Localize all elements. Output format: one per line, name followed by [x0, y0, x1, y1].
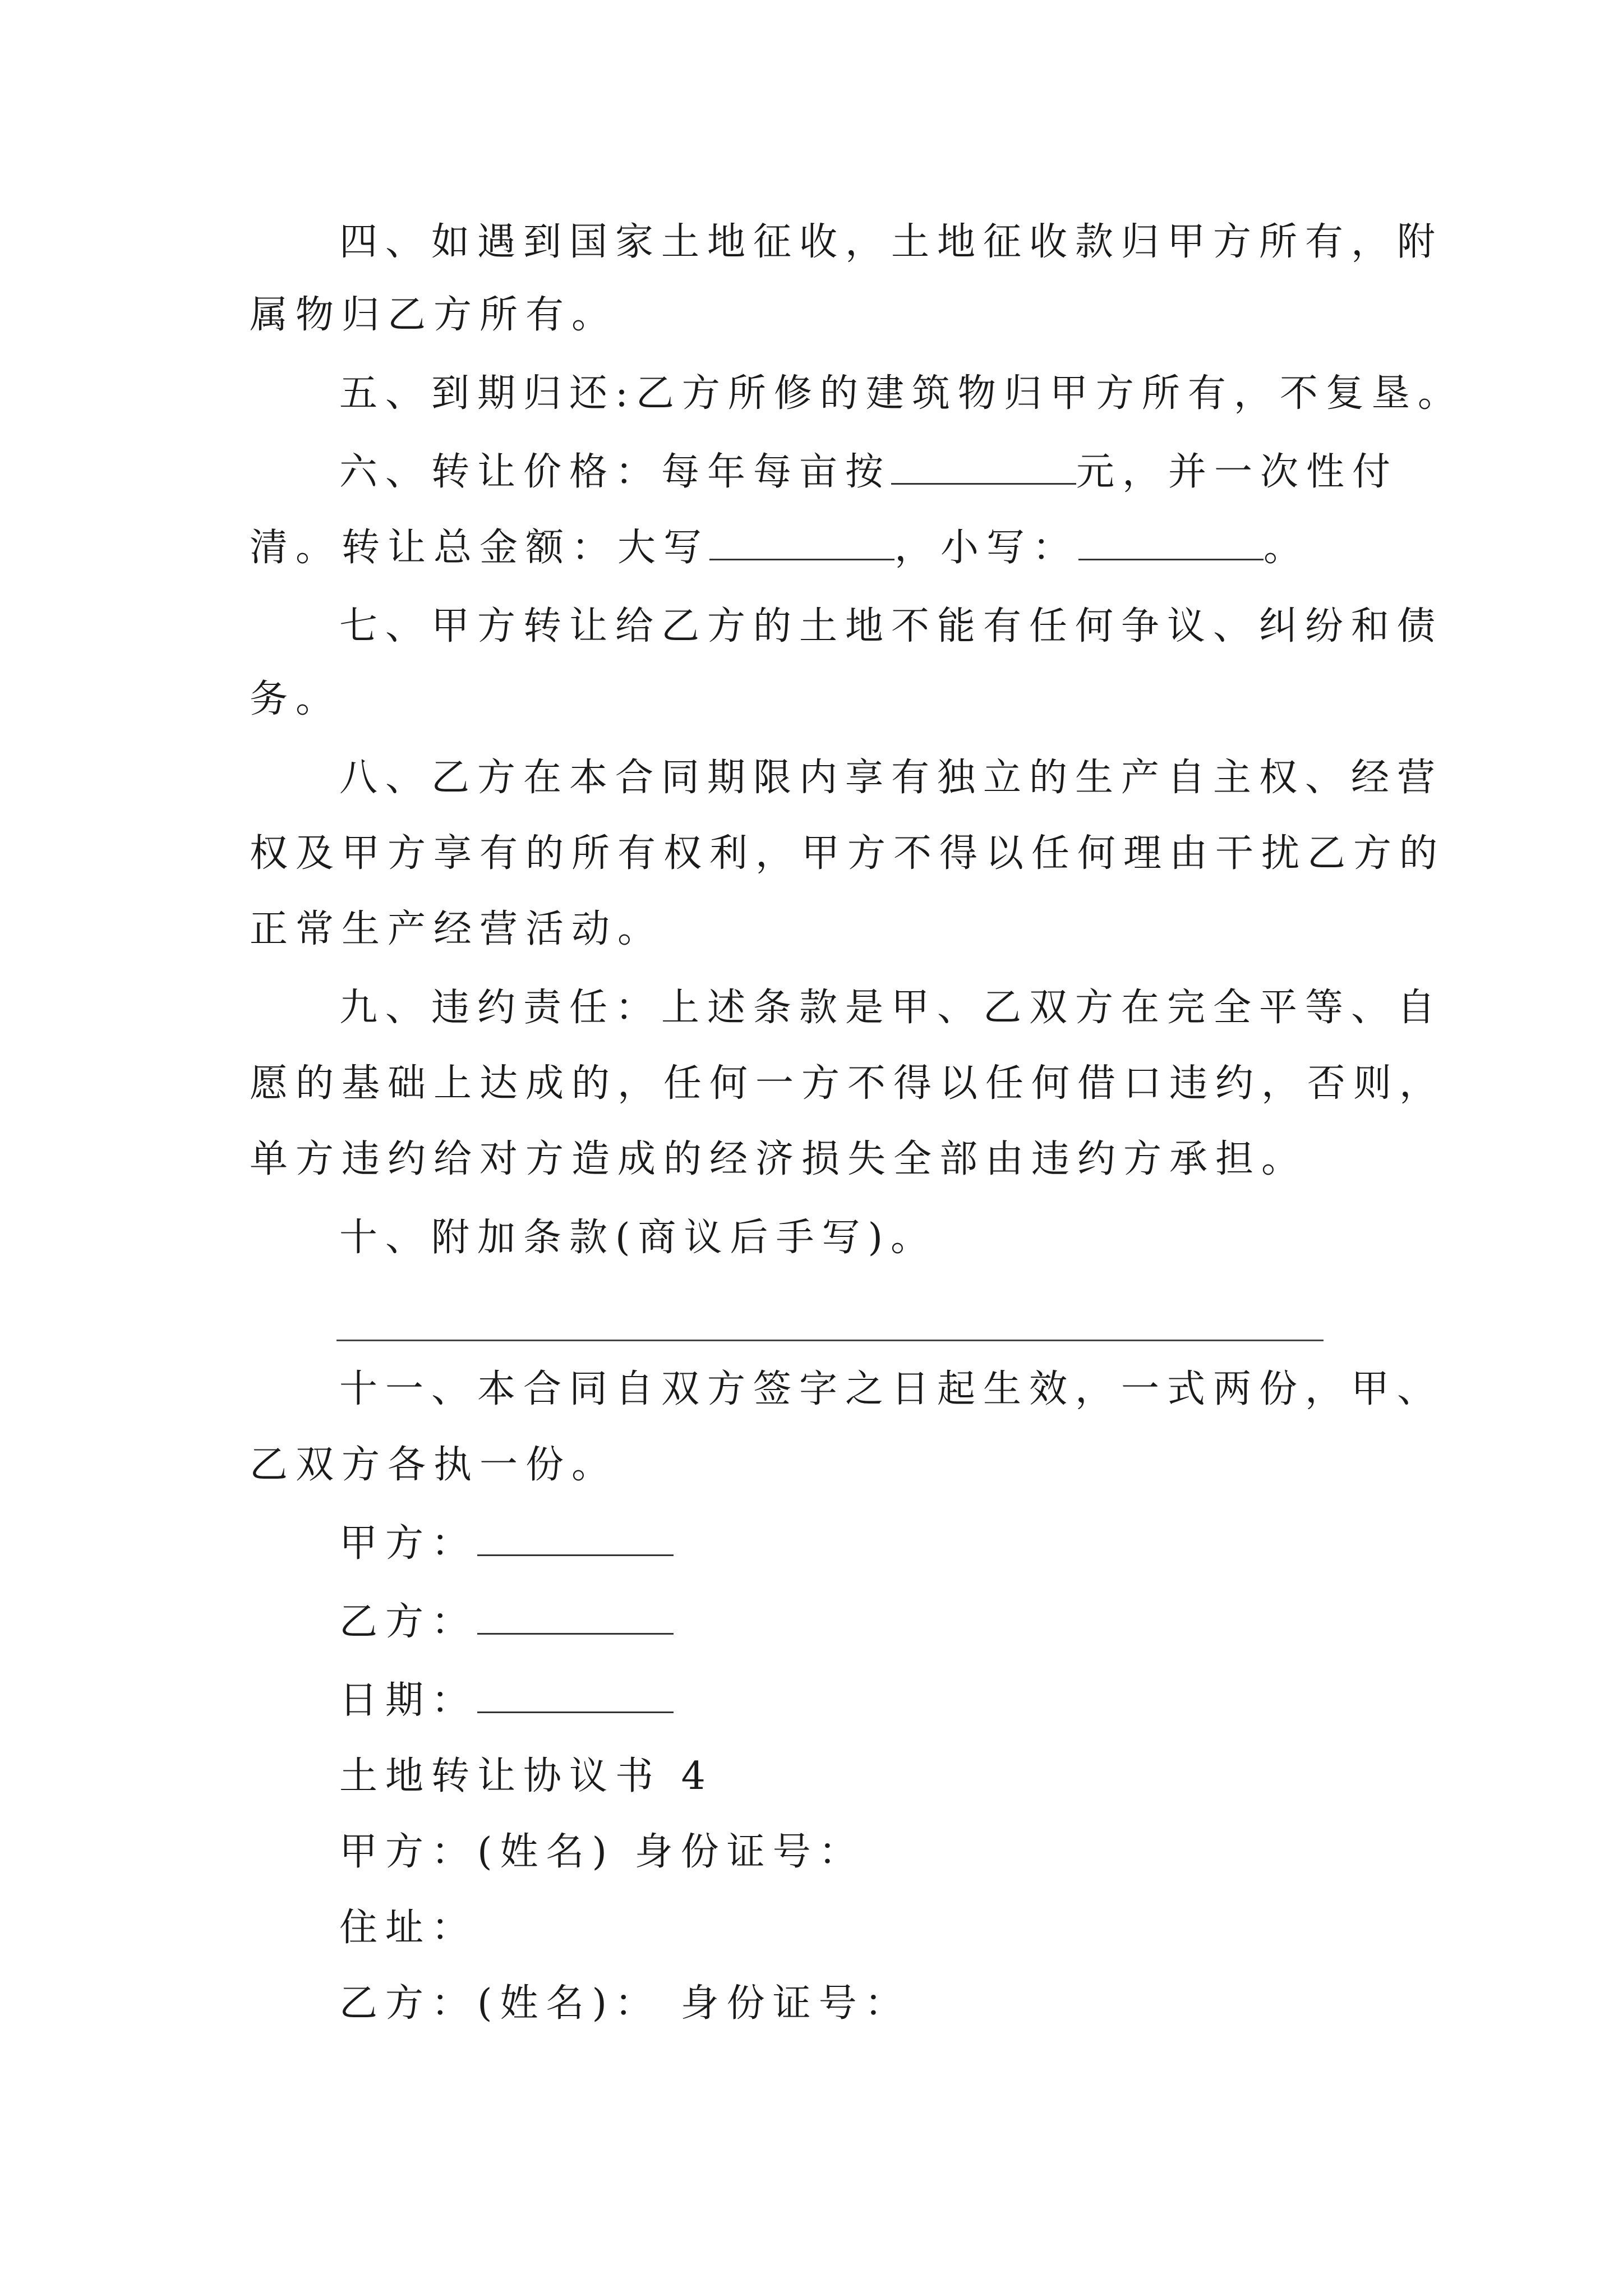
party-a-label: 甲方：	[339, 1521, 478, 1566]
clause-8-line-3: 正常生产经营活动。	[250, 907, 664, 951]
date-label: 日期：	[339, 1678, 478, 1723]
party-b-signature-blank	[477, 1602, 674, 1635]
clause-5-line-1: 五、到期归还:乙方所修的建筑物归甲方所有，不复垦。	[339, 371, 1464, 416]
clause-4-line-1: 四、如遇到国家土地征收，土地征收款归甲方所有，附	[339, 220, 1444, 264]
date-signature-row	[339, 1678, 1472, 1723]
next-party-a-line: 甲方：(姓名) 身份证号：	[339, 1830, 865, 1874]
clause-6-price-label: 六、转让价格：每年每亩按	[339, 450, 892, 494]
clause-6-line-2-end: 。	[1264, 526, 1310, 570]
party-b-signature-row	[339, 1600, 1472, 1645]
party-b-label: 乙方：	[339, 1600, 478, 1644]
total-amount-label: 清。转让总金额：大写	[250, 526, 710, 570]
clause-6-line-2	[250, 526, 1382, 570]
clause-9-line-3: 单方违约给对方造成的经济损失全部由违约方承担。	[250, 1137, 1308, 1181]
next-address-line: 住址：	[339, 1906, 478, 1950]
clause-7-line-2: 务。	[250, 677, 342, 721]
clause-4-line-2: 属物归乙方所有。	[250, 293, 618, 337]
clause-11-line-2: 乙双方各执一份。	[250, 1443, 618, 1487]
clause-6-line-1-suffix: 元，并一次性付	[1076, 450, 1399, 494]
clause-10-line-1: 十、附加条款(商议后手写)。	[339, 1216, 937, 1260]
clause-9-line-2: 愿的基础上达成的，任何一方不得以任何借口违约，否则，	[250, 1061, 1446, 1106]
clause-6-line-1	[339, 450, 1472, 495]
amount-in-figures-blank	[1078, 527, 1264, 560]
clause-11-line-1: 十一、本合同自双方签字之日起生效，一式两份，甲、	[339, 1367, 1444, 1411]
party-a-signature-row	[339, 1521, 1472, 1566]
lowercase-amount-label: ，小写：	[895, 526, 1079, 570]
price-per-mu-blank	[891, 452, 1076, 485]
additional-terms-line	[336, 1340, 1324, 1341]
clause-7-line-1: 七、甲方转让给乙方的土地不能有任何争议、纠纷和债	[339, 604, 1444, 648]
next-agreement-title: 土地转让协议书 4	[339, 1754, 713, 1798]
next-party-b-line: 乙方：(姓名)： 身份证号：	[339, 1981, 911, 2026]
clause-9-line-1: 九、违约责任：上述条款是甲、乙双方在完全平等、自	[339, 986, 1444, 1030]
clause-8-line-2: 权及甲方享有的所有权利，甲方不得以任何理由干扰乙方的	[250, 831, 1446, 876]
amount-in-words-blank	[709, 527, 895, 560]
date-blank	[477, 1680, 674, 1713]
party-a-signature-blank	[477, 1523, 674, 1556]
clause-8-line-1: 八、乙方在本合同期限内享有独立的生产自主权、经营	[339, 756, 1444, 800]
